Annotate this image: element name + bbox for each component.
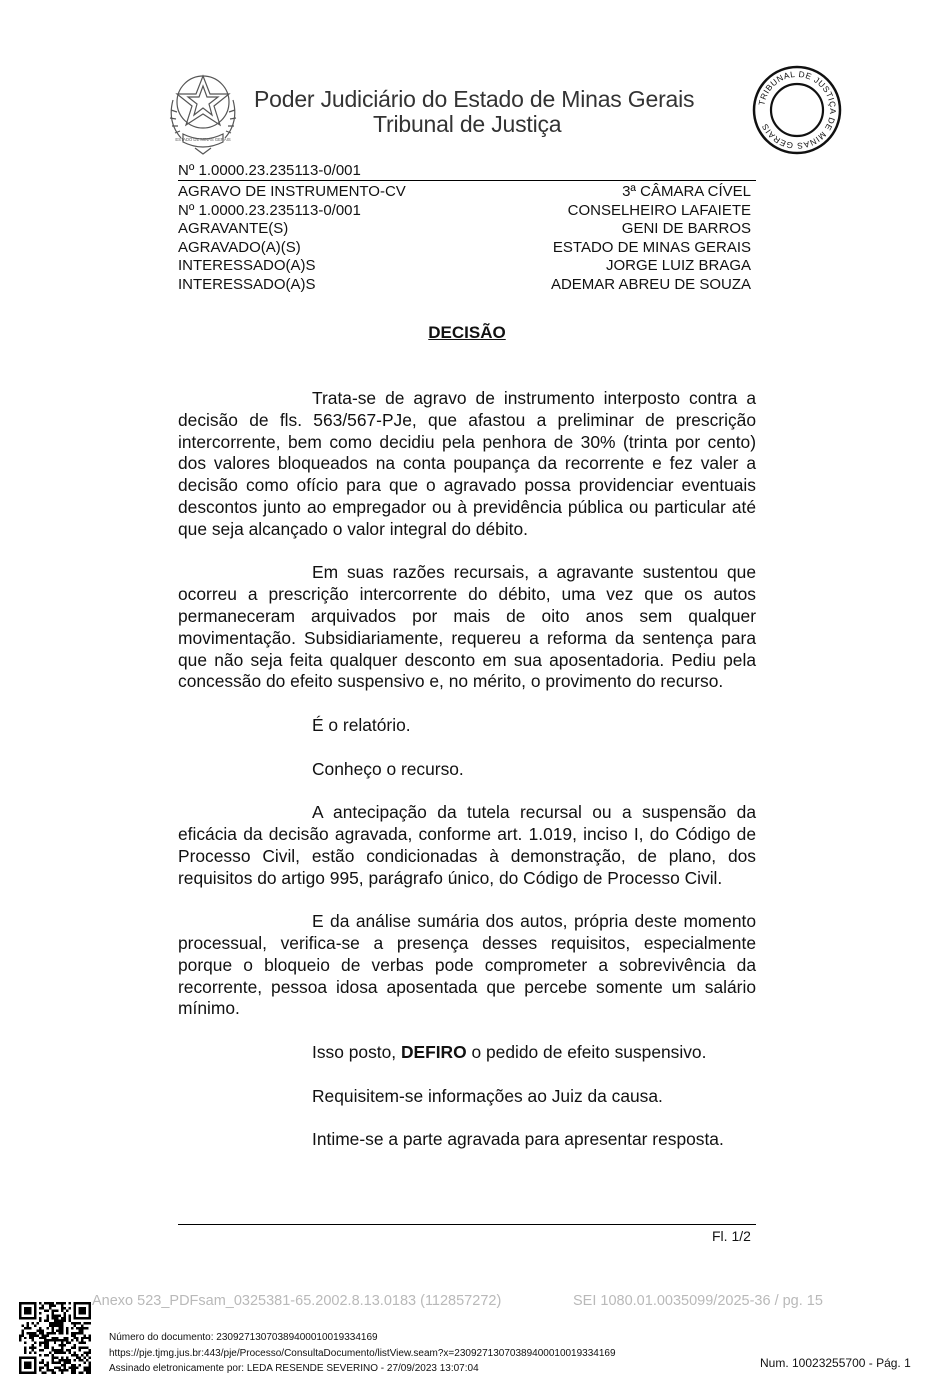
sei-watermark: SEI 1080.01.0035099/2025-36 / pg. 15 bbox=[573, 1293, 823, 1309]
party-label: Nº 1.0000.23.235113-0/001 bbox=[178, 201, 361, 219]
party-row bbox=[178, 276, 751, 295]
parties-block bbox=[178, 183, 751, 295]
qr-code-icon bbox=[19, 1302, 91, 1374]
paragraph: Em suas razões recursais, a agravante sustentou que ocorreu a prescrição intercorrente do débito, uma vez que os autos permaneceram arquivados por mais de oito anos sem qualquer movimentação. Subsidiariamente, requereu a reforma da sentença para que não seja feita qualquer desconto em sua aposentadoria. Pediu pela concessão do efeito suspensivo e, no mérito, o provimento do recurso. bbox=[178, 562, 756, 692]
process-number-header: Nº 1.0000.23.235113-0/001 bbox=[178, 162, 361, 179]
party-label: AGRAVANTE(S) bbox=[178, 220, 289, 238]
party-row bbox=[178, 239, 751, 258]
court-name-line2: Tribunal de Justiça bbox=[373, 111, 562, 137]
court-name-line1: Poder Judiciário do Estado de Minas Gerais bbox=[254, 86, 695, 112]
paragraph: Requisitem-se informações ao Juiz da causa. bbox=[312, 1085, 663, 1106]
paragraph: Intime-se a parte agravada para apresentar resposta. bbox=[312, 1129, 724, 1150]
paragraph: A antecipação da tutela recursal ou a suspensão da eficácia da decisão agravada, conforme art. 1.019, inciso I, do Código de Processo Civil, estão condicionadas à demonstração, de plano, dos requisitos do artigo 995, parágrafo único, do Código de Processo Civil. bbox=[178, 802, 756, 888]
svg-text:TRIBUNAL DE JUSTIÇA DE MINAS G: TRIBUNAL DE JUSTIÇA DE MINAS GERAIS bbox=[756, 68, 839, 152]
svg-text:ESTADO DE MINAS GERAIS: ESTADO DE MINAS GERAIS bbox=[175, 137, 231, 142]
decision-body bbox=[178, 388, 756, 1173]
party-row bbox=[178, 183, 751, 202]
party-value: ESTADO DE MINAS GERAIS bbox=[552, 238, 751, 256]
signature-info: Assinado eletronicamente por: LEDA RESENDE SEVERINO - 27/09/2023 13:07:04 bbox=[109, 1363, 479, 1374]
party-value: JORGE LUIZ BRAGA bbox=[605, 257, 751, 275]
party-value: GENI DE BARROS bbox=[621, 220, 751, 238]
party-row bbox=[178, 220, 751, 239]
ruling-keyword: DEFIRO bbox=[400, 1041, 467, 1062]
party-value: 3ª CÂMARA CÍVEL bbox=[622, 183, 751, 200]
footer-divider bbox=[178, 1224, 756, 1225]
party-value: ADEMAR ABREU DE SOUZA bbox=[550, 275, 751, 293]
document-url[interactable]: https://pje.tjmg.jus.br:443/pje/Processo/ConsultaDocumento/listView.seam?x=23092713070389400010019334169 bbox=[109, 1348, 616, 1359]
court-seal-stamp bbox=[752, 60, 842, 160]
document-number: Número do documento: 23092713070389400010019334169 bbox=[109, 1332, 378, 1343]
paragraph: Trata-se de agravo de instrumento interposto contra a decisão de fls. 563/567-PJe, que afastou a preliminar de prescrição intercorrente, bem como decidiu pela penhora de 30% (trinta por cento) dos valores bloqueados na conta poupança da recorrente e fez valer a decisão como ofício para que o agravado possa providenciar eventuais descontos junto ao empregador ou à previdência pública ou particular até que seja alcançado o valor integral do débito. bbox=[178, 388, 756, 539]
ruling-text-after: o pedido de efeito suspensivo. bbox=[466, 1041, 707, 1062]
party-label: AGRAVADO(A)(S) bbox=[178, 238, 301, 256]
header-divider bbox=[178, 180, 756, 181]
ruling-text-before: Isso posto, bbox=[312, 1041, 401, 1062]
party-row bbox=[178, 202, 751, 221]
paragraph: Conheço o recurso. bbox=[312, 758, 464, 779]
party-row bbox=[178, 257, 751, 276]
party-label: AGRAVO DE INSTRUMENTO-CV bbox=[178, 183, 406, 200]
coat-of-arms-logo bbox=[163, 70, 243, 156]
party-label: INTERESSADO(A)S bbox=[178, 257, 316, 275]
party-value: CONSELHEIRO LAFAIETE bbox=[567, 201, 751, 219]
paragraph: É o relatório. bbox=[312, 714, 411, 735]
document-title: DECISÃO bbox=[428, 323, 506, 342]
paragraph: E da análise sumária dos autos, própria deste momento processual, verifica-se a presença desses requisitos, especialmente porque o bloqueio de verbas pode comprometer a sobrevivência da recorrente, pessoa idosa aposentada que percebe somente um salário mínimo. bbox=[178, 911, 756, 1019]
folio-number: Fl. 1/2 bbox=[712, 1228, 751, 1244]
paragraph-ruling bbox=[178, 1042, 756, 1064]
party-label: INTERESSADO(A)S bbox=[178, 275, 316, 293]
page-reference: Num. 10023255700 - Pág. 1 bbox=[760, 1356, 911, 1370]
annex-watermark: Anexo 523_PDFsam_0325381-65.2002.8.13.0183 (112857272) bbox=[92, 1293, 502, 1309]
